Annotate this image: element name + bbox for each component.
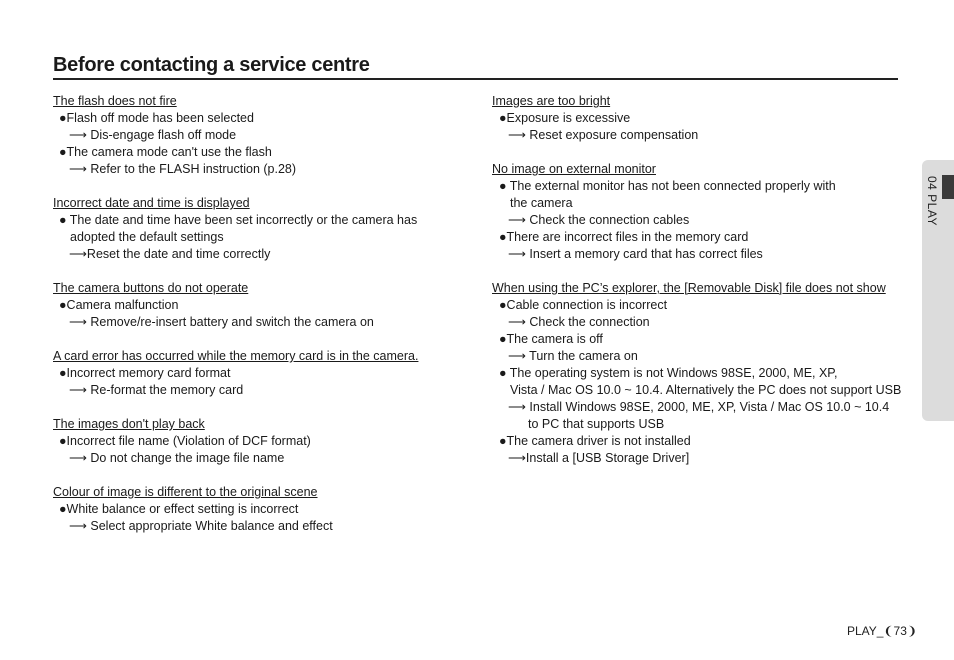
cause-line: ●The camera is off — [499, 332, 603, 346]
cause-line: to PC that supports USB — [528, 417, 665, 431]
section-heading: The camera buttons do not operate — [53, 281, 249, 295]
troubleshoot-section — [53, 416, 453, 467]
remedy-line: ⟶ Re-format the memory card — [69, 383, 244, 397]
section-heading: Colour of image is different to the original scene — [53, 485, 318, 499]
section-heading: The flash does not fire — [53, 94, 177, 108]
cause-line: ●Flash off mode has been selected — [59, 111, 254, 125]
cause-line: ●The camera driver is not installed — [499, 434, 691, 448]
remedy-line: ⟶ Check the connection — [508, 315, 650, 329]
left-column — [53, 93, 453, 552]
cause-line: ●Exposure is excessive — [499, 111, 631, 125]
page-footer: PLAY_❨73❩ — [847, 624, 917, 638]
cause-line: ●The camera mode can't use the flash — [59, 145, 272, 159]
section-heading: A card error has occurred while the memory card is in the camera. — [53, 349, 419, 363]
page-title: Before contacting a service centre — [53, 53, 898, 80]
cause-line: the camera — [510, 196, 573, 210]
cause-line: adopted the default settings — [70, 230, 224, 244]
troubleshoot-section — [492, 161, 902, 263]
chapter-label: 04 PLAY — [925, 176, 939, 226]
troubleshoot-section — [53, 195, 453, 263]
cause-line: Vista / Mac OS 10.0 ~ 10.4. Alternatively the PC does not support USB — [510, 383, 902, 397]
troubleshoot-section — [53, 280, 453, 331]
cause-line: ●Incorrect file name (Violation of DCF format) — [59, 434, 311, 448]
troubleshoot-section — [53, 348, 453, 399]
section-heading: The images don't play back — [53, 417, 205, 431]
remedy-line: ⟶ Refer to the FLASH instruction (p.28) — [69, 162, 297, 176]
remedy-line: ⟶ Do not change the image file name — [69, 451, 285, 465]
cause-line: ●White balance or effect setting is incorrect — [59, 502, 299, 516]
remedy-line: ⟶Reset the date and time correctly — [69, 247, 271, 261]
remedy-line: ⟶ Check the connection cables — [508, 213, 690, 227]
remedy-line: ⟶ Turn the camera on — [508, 349, 638, 363]
cause-line: ●Cable connection is incorrect — [499, 298, 668, 312]
chapter-marker — [942, 175, 954, 199]
remedy-line: ⟶Install a [USB Storage Driver] — [508, 451, 690, 465]
remedy-line: ⟶ Select appropriate White balance and effect — [69, 519, 333, 533]
troubleshoot-section — [53, 93, 453, 178]
troubleshoot-section — [492, 93, 902, 144]
cause-line: ●There are incorrect files in the memory card — [499, 230, 749, 244]
cause-line: ● The date and time have been set incorrectly or the camera has — [59, 213, 418, 227]
remedy-line: ⟶ Reset exposure compensation — [508, 128, 699, 142]
cause-line: ● The operating system is not Windows 98SE, 2000, ME, XP, — [499, 366, 838, 380]
remedy-line: ⟶ Insert a memory card that has correct files — [508, 247, 763, 261]
troubleshoot-section — [53, 484, 453, 535]
remedy-line: ⟶ Remove/re-insert battery and switch the camera on — [69, 315, 374, 329]
right-column — [492, 93, 902, 484]
remedy-line: ⟶ Dis-engage flash off mode — [69, 128, 237, 142]
section-heading: No image on external monitor — [492, 162, 656, 176]
troubleshoot-section — [492, 280, 902, 467]
section-heading: Images are too bright — [492, 94, 611, 108]
section-heading: Incorrect date and time is displayed — [53, 196, 250, 210]
cause-line: ●Camera malfunction — [59, 298, 179, 312]
section-heading: When using the PC’s explorer, the [Removable Disk] file does not show — [492, 281, 886, 295]
cause-line: ● The external monitor has not been connected properly with — [499, 179, 836, 193]
remedy-line: ⟶ Install Windows 98SE, 2000, ME, XP, Vista / Mac OS 10.0 ~ 10.4 — [508, 400, 890, 414]
cause-line: ●Incorrect memory card format — [59, 366, 231, 380]
